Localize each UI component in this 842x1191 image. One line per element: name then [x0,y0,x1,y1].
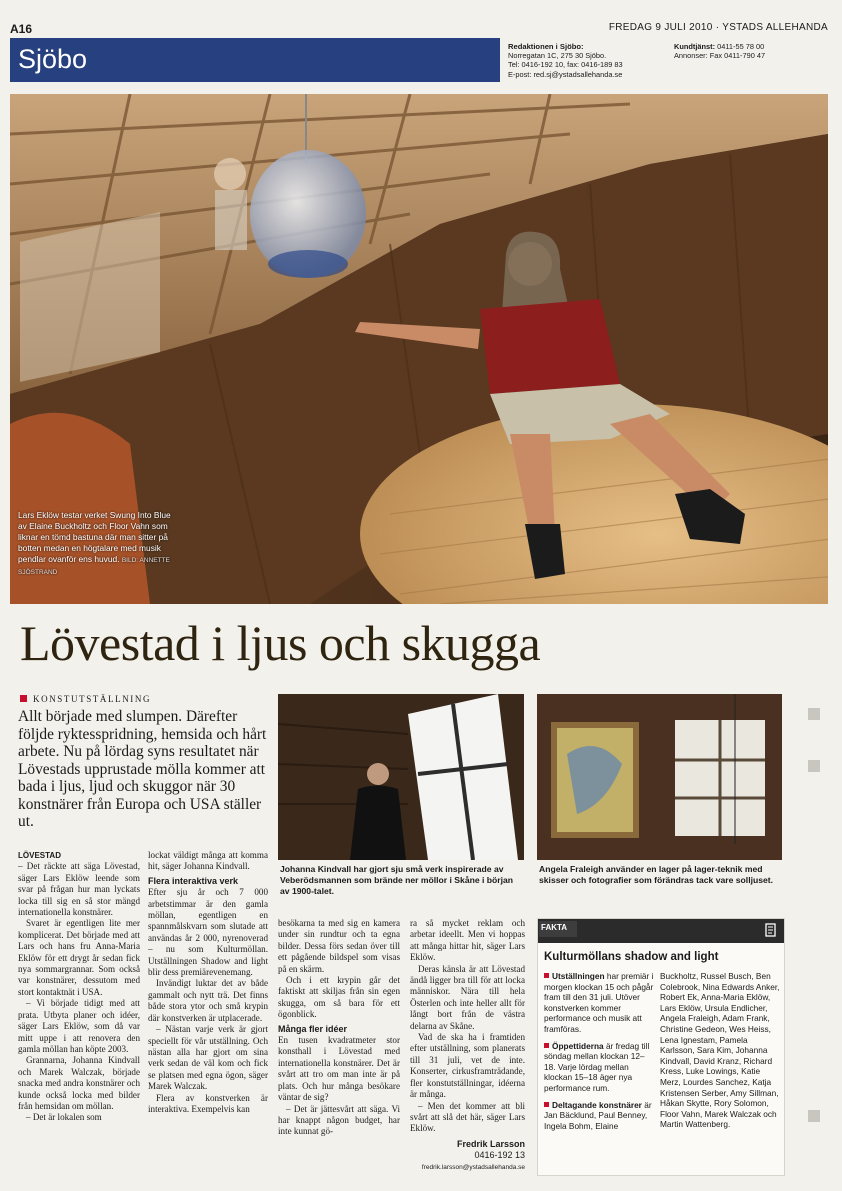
subheading: Flera interaktiva verk [148,875,239,886]
paragraph: ra så mycket reklam och arbetar ideellt. Men vi hoppas att många hittar hit, säger Lars Eklöw. [410,918,525,963]
ingress: Allt började med slumpen. Därefter följde ryktesspridning, hemsida och hårt arbete. Nu på lördag syns resultatet när Lövestads upprustade mölla kommer att bada i ljus, ljud och skuggor när 30 konstnärer från Europa och USA ställer ut. [18,708,267,830]
fakta-label: FAKTA [541,923,568,932]
fakta-item-text: har premiär i morgen klockan 15 och pågår fram till den 31 juli. Utöver konstverken kommer performance och musik att framföras. [544,971,654,1034]
fakta-item-lead: Öppettiderna [552,1040,604,1051]
red-square-icon [20,695,27,702]
fakta-item [544,971,654,1035]
fakta-right-column: Buckholtz, Russel Busch, Ben Colebrook, Nina Edwards Anker, Robert Ek, Anna-Maria Eklöw, Lars Eklöw, Ursula Endlicher, Angela Fraleigh, Adam Frank, Christine Gedeon, Wes Heiss, Lena Ignestam, Pamela Karlsson, Sara Kim, Johanna Kindvall, David Kranz, Richard Kress, Luke Lowings, Katie Merz, Lourdes Sanchez, Katja Kristensen Serber, Amy Sillman, Håkan Skytte, Rory Solomon, Floor Vahn, Marek Walczak och Martin Wattenberg. [660,971,780,1130]
article-column-4 [410,918,525,1180]
paragraph: Vad de ska ha i framtiden efter utställning, som planerats till 31 juli, vet de inte. Konserter, cirkusframträdande, fler konstutställningar, idéerna är många. [410,1032,525,1100]
photo-kindvall-illustration [278,694,524,860]
fakta-item-text: är fredag till söndag mellan klockan 12–18. Varje lördag mellan klockan 15–18 äger nya performance rum. [544,1040,650,1093]
paragraph: En tusen kvadratmeter stor konsthall i Lövestad med internationella konstnärer. Det är svårt att tro om man inte är på plats. Och hur många besökare väntar de sig? [278,1035,400,1103]
main-photo-caption [18,510,178,578]
margin-mark [808,708,820,720]
fakta-item-lead: Deltagande konstnärer [552,1099,642,1110]
margin-mark [808,760,820,772]
red-square-icon [544,1043,549,1048]
paragraph: Deras känsla är att Lövestad ändå ligger bra till för att locka människor. Nära till hela Österlen och inte heller allt för långt bort från de västra delarna av Skåne. [410,963,525,1031]
photo-fraleigh [537,694,782,860]
paragraph: – Nästan varje verk är gjort speciellt för vår utställning. Och nästan alla har gjort om sina verk sedan de väl kom och fick se platsen med egna ögon, säger Marek Walczak. [148,1024,268,1092]
photo-fraleigh-caption: Angela Fraleigh använder en lager på lager-teknik med skisser och fotografier som förändras tack vare solljuset. [539,864,774,885]
photo-credit: BILD: ANNETTE SJÖSTRAND [18,557,170,576]
annonser-fax: Annonser: Fax 0411-790 47 [674,51,766,61]
author-name: Fredrik Larsson [456,1138,525,1149]
author-email: fredrik.larsson@ystadsallehanda.se [421,1163,525,1171]
author-phone: 0416-192 13 [474,1150,525,1161]
page-number: A16 [10,22,33,36]
fakta-title: Kulturmöllans shadow and light [544,951,719,963]
kundtjanst-info [674,42,830,60]
paragraph: – Men det kommer att bli svårt att slå det här, säger Lars Eklöw. [410,1100,525,1134]
redaktion-title: Redaktionen i Sjöbo: [508,42,584,51]
paragraph: – Det är jättesvårt att säga. Vi har knappt någon budget, har inte kunnat gö- [278,1103,400,1137]
article-column-2 [148,850,268,1180]
paragraph: – Det räckte att säga Lövestad, säger Lars Eklöw leende som svar på frågan hur man lyckats locka till sig en så stor mängd internationella konstnärer. [18,861,140,918]
photo-fraleigh-illustration [537,694,782,860]
paragraph: lockat väldigt många att komma hit, säger Johanna Kindvall. [148,850,268,872]
main-caption-text: Lars Eklöw testar verket Swung Into Blue av Elaine Buckholtz och Floor Vahn som liknar en tömd bastuna där man sitter på botten medan en högtalare med musik pendlar ovanför ens huvud. [18,510,171,564]
fakta-left-column [544,971,654,1137]
paragraph: Efter sju år och 7 000 arbetstimmar är den gamla möllan, egentligen en spannmålskvarn som slutade att användas år 2 000, nyrenoverad – nu som Kulturmöllan. Utställningen Shadow and light blir dess premiärevenemang. [148,887,268,978]
redaktion-line: E-post: red.sj@ystadsallehanda.se [508,69,623,79]
fakta-item-text: är Jan Bäcklund, Paul Benney, Ingela Bohm, Elaine [544,1099,652,1131]
paragraph: besökarna ta med sig en kamera under sin rundtur och ta egna bilder. Dessa förs sedan över till ett pågående bildspel som visas på en skärm. [278,918,400,974]
paragraph: Svaret är egentligen lite mer komplicerat. Det började med att Lars och hans fru Anna-Maria Eklöw för ett drygt år sedan fick nya sommargrannar. Som också var konstnärer, dessutom med stort kontaktnät i USA. [18,918,140,997]
red-square-icon [544,1102,549,1107]
redaktion-line: Norregatan 1C, 275 30 Sjöbo. [508,51,607,61]
paragraph: – Vi började tidigt med att prata. Utbyta planer och idéer, säger Lars Eklöw, som då var mitt uppe i att renovera den gamla möllan han köpte 2003. [18,998,140,1054]
photo-kindvall-caption: Johanna Kindvall har gjort sju små verk inspirerade av Veberödsmannen som brände ner möllor i Skåne i början av 1900-talet. [280,864,514,896]
margin-mark [808,1110,820,1122]
paragraph: Och i ett krypin går det faktiskt att skiljas från sin egen skugga, om så bara för ett ögonblick. [278,975,400,1020]
dateline: FREDAG 9 JULI 2010 · YSTADS ALLEHANDA [608,22,828,33]
redaktion-info [508,42,666,79]
headline: Lövestad i ljus och skugga [20,615,541,671]
kicker-text: KONSTUTSTÄLLNING [33,694,152,704]
place-dateline: LÖVESTAD [18,851,61,860]
article-column-3 [278,918,400,1180]
subheading: Många fler idéer [278,1023,348,1034]
kundtjanst-title: Kundtjänst: [674,42,716,51]
paragraph: Flera av konstverken är interaktiva. Exempelvis kan [148,1092,268,1114]
redaktion-line: Tel: 0416-192 10, fax: 0416-189 83 [508,60,623,70]
fakta-header [538,919,784,943]
red-square-icon [544,973,549,978]
section-name: Sjöbo [18,44,88,74]
fakta-item [544,1100,654,1132]
fakta-item-lead: Utställningen [552,971,605,981]
kicker [20,694,151,704]
photo-kindvall [278,694,524,860]
section-banner [10,38,500,82]
kundtjanst-phone: 0411-55 78 00 [717,42,765,51]
paragraph: Grannarna, Johanna Kindvall och Marek Walczak, började snacka med andra konstnärer och kunde också locka med bilder från hemsidan om möllan. [18,1055,140,1111]
paragraph: – Det är lokalen som [26,1112,102,1123]
article-column-1 [18,850,140,1180]
fakta-item [544,1041,654,1094]
fakta-box [537,918,785,1176]
document-icon [764,923,778,937]
paragraph: Invändigt luktar det av både gammalt och nytt trä. Det finns både stora ytor och små krypin där konstverken är utplacerade. [148,978,268,1023]
